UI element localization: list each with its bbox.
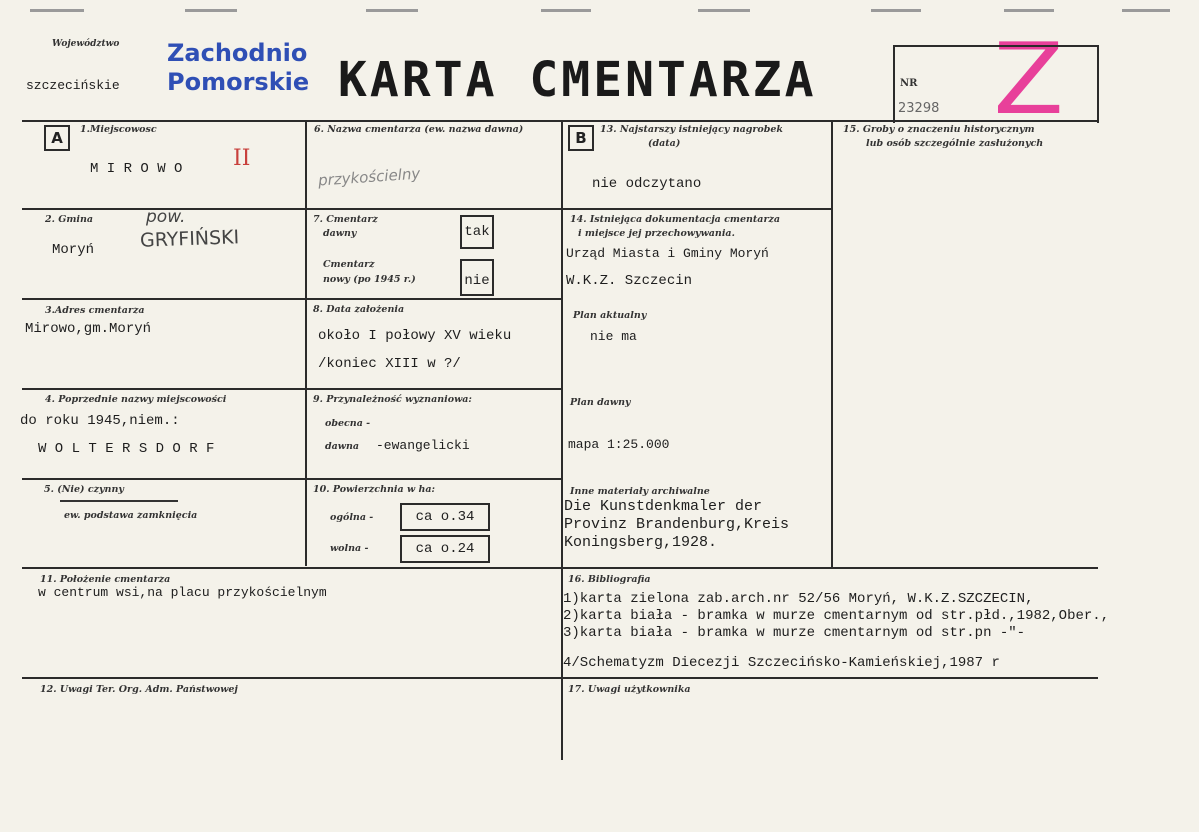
field-17-label: 17. Uwagi użytkownika [568,684,691,695]
section-a-letter: A [44,125,70,151]
field-14-label-1: 14. Istniejąca dokumentacja cmentarza [570,214,781,225]
field-16-label: 16. Bibliografia [568,574,651,585]
field-7-label-2: dawny [323,228,357,239]
wojewodztwo-value: szczecińskie [26,78,120,93]
top-edge-mark [698,9,750,12]
rule [22,567,1098,569]
inne-value-3: Koningsberg,1928. [564,534,718,551]
field-10-ogolna-value: ca o.34 [400,503,490,531]
nr-value: 23298 [898,101,940,116]
region-stamp-line2: Pomorskie [167,68,310,96]
plan-dawny-value: mapa 1:25.000 [568,437,670,452]
field-9-obecna: obecna - [325,418,371,429]
field-2-hand-pow: pow. [146,207,186,227]
rule [831,120,833,568]
field-15-label-2: lub osób szczególnie zasłużonych [866,138,1044,149]
field-9-dawna-value: -ewangelicki [376,438,470,453]
field-11-value: w centrum wsi,na placu przykościelnym [38,585,327,600]
field-7-label-3: Cmentarz [323,259,375,270]
field-8-value-2: /koniec XIII w ?/ [318,356,461,372]
region-stamp-line1: Zachodnio [167,39,308,67]
top-edge-mark [1122,9,1170,12]
field-6-label: 6. Nazwa cmentarza (ew. nazwa dawna) [314,124,524,135]
nr-label: NR [900,78,918,89]
field-3-value: Mirowo,gm.Moryń [25,321,152,337]
rule [22,298,562,300]
field-1-hand-note: II [233,146,251,171]
rule [305,120,307,566]
field-9-label: 9. Przynależność wyznaniowa: [313,394,472,405]
top-edge-mark [30,9,84,12]
top-edge-mark [185,9,237,12]
field-5-underline [60,500,178,502]
field-1-label: 1.Miejscowosc [80,124,157,135]
field-10-wolna-value: ca o.24 [400,535,490,563]
inne-materialy-label: Inne materiały archiwalne [570,486,710,497]
field-14-value-2: W.K.Z. Szczecin [566,273,693,289]
bibliography-item: 4/Schematyzm Diecezji Szczecińsko-Kamieńskiej,1987 r [563,655,1000,671]
top-edge-mark [366,9,418,12]
top-edge-mark [541,9,591,12]
field-5-label: 5. (Nie) czynny [44,484,124,495]
bibliography-item: 2)karta biała - bramka w murze cmentarnym od str.płd.,1982,Ober., [563,608,1110,624]
field-10-ogolna-label: ogólna - [330,512,374,523]
field-6-hand-value: przykościelny [317,164,421,190]
field-14-label-2: i miejsce jej przechowywania. [578,228,735,239]
bibliography-item: 3)karta biała - bramka w murze cmentarnym od str.pn -"- [563,625,1026,641]
field-8-value-1: około I połowy XV wieku [318,328,512,344]
field-10-label: 10. Powierzchnia w ha: [313,484,436,495]
inne-value-1: Die Kunstdenkmaler der [564,498,763,515]
plan-dawny-label: Plan dawny [570,397,631,408]
field-14-value-1: Urząd Miasta i Gminy Moryń [566,246,769,261]
z-marker: Z [993,23,1064,137]
field-7-label-1: 7. Cmentarz [313,214,378,225]
field-10-wolna-label: wolna - [330,543,369,554]
field-2-label: 2. Gmina [45,214,94,225]
field-9-dawna-label: dawna [325,441,360,452]
bibliography-item: 1)karta zielona zab.arch.nr 52/56 Moryń, W.K.Z.SZCZECIN, [563,591,1034,607]
top-edge-mark [1004,9,1054,12]
rule [22,208,832,210]
rule [22,120,1098,122]
field-13-label-1: 13. Najstarszy istniejący nagrobek [600,124,784,135]
field-13-label-2: (data) [648,138,681,149]
nr-box [893,45,1099,123]
field-3-label: 3.Adres cmentarza [45,305,145,316]
field-8-label: 8. Data założenia [313,304,405,315]
field-1-value: M I R O W O [90,161,183,177]
top-edge-mark [871,9,921,12]
rule [22,677,1098,679]
rule [22,478,562,480]
field-2-value: Moryń [52,242,95,258]
rule [22,388,562,390]
card-title: KARTA CMENTARZA [338,52,817,108]
wojewodztwo-label: Województwo [52,39,120,49]
field-4-value-1: do roku 1945,niem.: [20,413,180,429]
field-13-value: nie odczytano [592,176,702,192]
field-11-label: 11. Położenie cmentarza [40,574,171,585]
section-b-letter: B [568,125,594,151]
plan-aktualny-value: nie ma [590,329,637,344]
field-7-old-value: tak [460,215,494,249]
field-2-hand-county: GRYFIŃSKI [139,226,240,252]
inne-value-2: Provinz Brandenburg,Kreis [564,516,790,533]
field-4-label: 4. Poprzednie nazwy miejscowości [45,394,227,405]
field-15-label-1: 15. Groby o znaczeniu historycznym [843,124,1035,135]
plan-aktualny-label: Plan aktualny [573,310,647,321]
field-12-label: 12. Uwagi Ter. Org. Adm. Państwowej [40,684,238,695]
field-5-sub-label: ew. podstawa zamknięcia [64,510,198,521]
field-7-label-4: nowy (po 1945 r.) [323,274,416,285]
field-7-new-value: nie [460,259,494,296]
field-4-value-2: W O L T E R S D O R F [38,441,215,457]
